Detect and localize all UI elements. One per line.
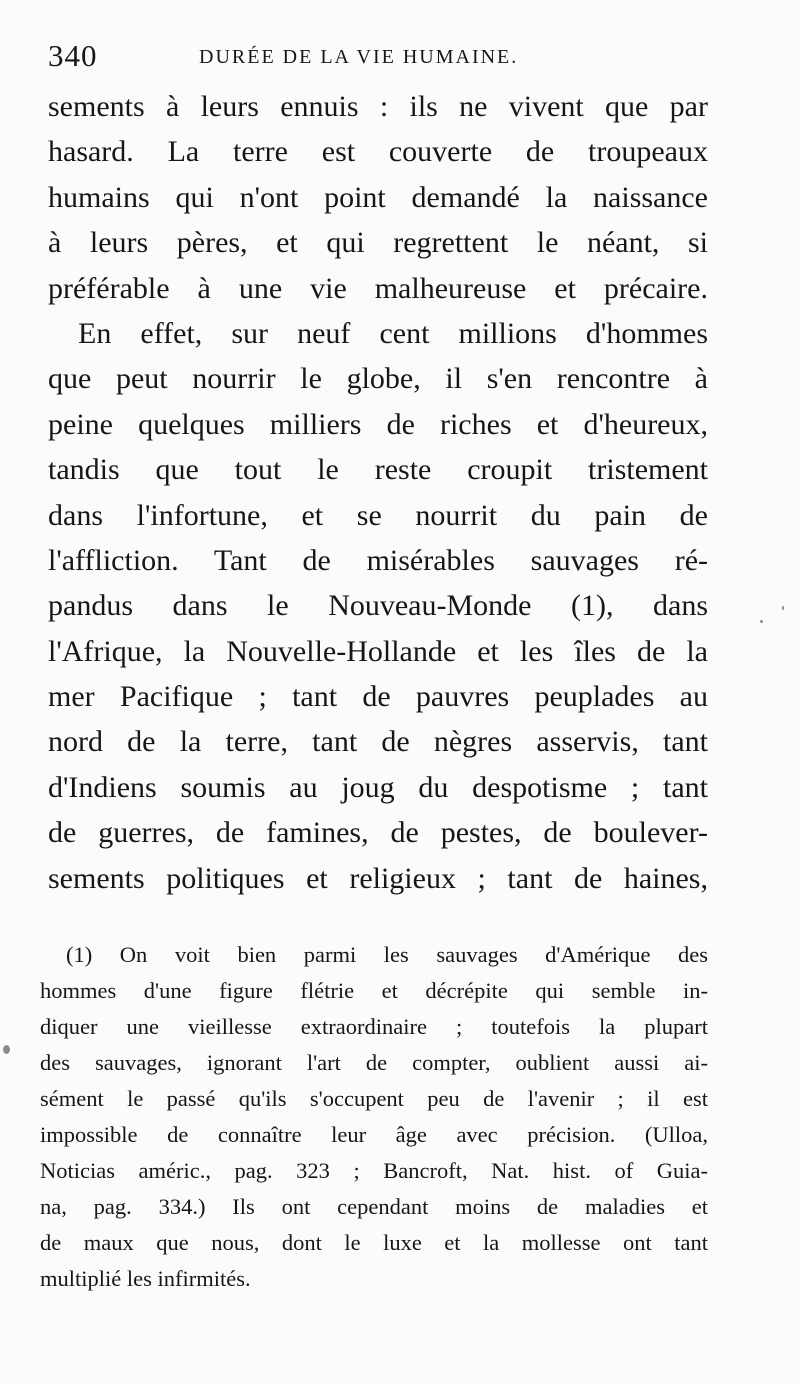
text-line: d'Indiens soumis au joug du despotisme ; tant bbox=[48, 770, 708, 804]
text-line: préférable à une vie malheureuse et précaire. bbox=[48, 271, 708, 305]
text-line: l'Afrique, la Nouvelle-Hollande et les îles de la bbox=[48, 634, 708, 668]
text-line: hasard. La terre est couverte de troupeaux bbox=[48, 135, 708, 169]
footnote-line: Noticias améric., pag. 323 ; Bancroft, Nat. hist. of Guia- bbox=[40, 1158, 708, 1183]
text-line: sements à leurs ennuis : ils ne vivent que par bbox=[48, 90, 708, 123]
text-line: peine quelques milliers de riches et d'heureux, bbox=[48, 407, 708, 441]
text-line: que peut nourrir le globe, il s'en rencontre à bbox=[48, 362, 708, 396]
ink-speck bbox=[760, 620, 763, 623]
text-line: En effet, sur neuf cent millions d'hommes bbox=[78, 316, 708, 350]
footnote-line: sément le passé qu'ils s'occupent peu de l'avenir ; il est bbox=[40, 1086, 708, 1111]
text-line: sements politiques et religieux ; tant de haines, bbox=[48, 861, 708, 895]
text-line: nord de la terre, tant de nègres asservis, tant bbox=[48, 725, 708, 759]
footnote-line: impossible de connaître leur âge avec précision. (Ulloa, bbox=[40, 1122, 708, 1147]
text-line: humains qui n'ont point demandé la naissance bbox=[48, 180, 708, 214]
text-line: mer Pacifique ; tant de pauvres peuplades au bbox=[48, 680, 708, 714]
footnote-line: de maux que nous, dont le luxe et la mollesse ont tant bbox=[40, 1230, 708, 1255]
ink-speck bbox=[782, 606, 784, 610]
text-line: dans l'infortune, et se nourrit du pain de bbox=[48, 498, 708, 532]
ink-speck bbox=[3, 1045, 10, 1054]
page-header bbox=[48, 38, 708, 84]
text-line: tandis que tout le reste croupit tristement bbox=[48, 453, 708, 487]
text-line: à leurs pères, et qui regrettent le néant, si bbox=[48, 226, 708, 260]
body-text bbox=[48, 84, 708, 901]
page-number: 340 bbox=[48, 38, 98, 73]
text-line: pandus dans le Nouveau-Monde (1), dans bbox=[48, 589, 708, 623]
footnote-line: na, pag. 334.) Ils ont cependant moins de maladies et bbox=[40, 1194, 708, 1219]
text-line: de guerres, de famines, de pestes, de boulever- bbox=[48, 816, 708, 850]
running-title: DURÉE DE LA VIE HUMAINE. bbox=[199, 46, 519, 68]
footnote-line: multiplié les infirmités. bbox=[40, 1266, 251, 1291]
footnote bbox=[40, 937, 708, 1297]
footnote-line: (1) On voit bien parmi les sauvages d'Amérique des bbox=[66, 942, 708, 967]
text-line: l'affliction. Tant de misérables sauvages ré- bbox=[48, 543, 708, 577]
footnote-line: hommes d'une figure flétrie et décrépite qui semble in- bbox=[40, 978, 708, 1003]
footnote-line: diquer une vieillesse extraordinaire ; toutefois la plupart bbox=[40, 1014, 708, 1039]
footnote-line: des sauvages, ignorant l'art de compter, oublient aussi ai- bbox=[40, 1050, 708, 1075]
